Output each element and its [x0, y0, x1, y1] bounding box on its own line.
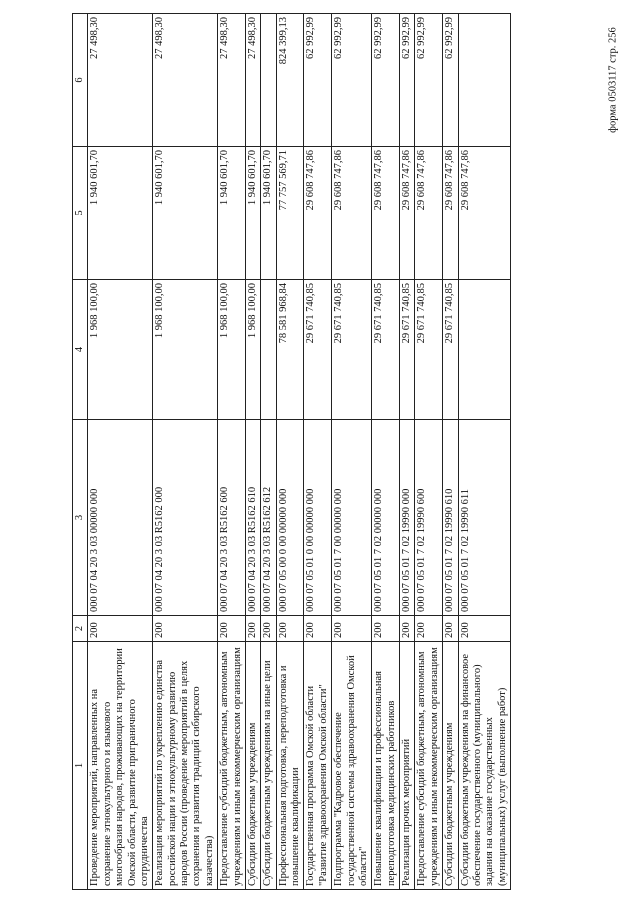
budget-code-cell: 000 07 05 01 7 02 19990 610: [443, 420, 458, 616]
unexecuted-amount-cell: 27 498,30: [218, 14, 246, 147]
budget-code-cell: 000 07 04 20 3 03 R5162 612: [261, 420, 276, 616]
line-code-cell: 200: [261, 616, 276, 642]
budget-execution-table: [72, 13, 511, 890]
row-name-cell: Субсидии бюджетным учреждениям на иные цели: [261, 642, 276, 890]
executed-amount-cell: 29 608 747,86: [400, 147, 415, 280]
executed-amount-cell: 29 608 747,86: [332, 147, 372, 280]
table-row: [332, 14, 372, 890]
table-row: [372, 14, 400, 890]
budget-code-cell: 000 07 05 01 7 02 19990 000: [400, 420, 415, 616]
row-name-cell: Субсидии бюджетным учреждениям: [443, 642, 458, 890]
unexecuted-amount-cell: 62 992,99: [400, 14, 415, 147]
column-header: 4: [73, 280, 88, 420]
table-row: [88, 14, 153, 890]
row-name-cell: Государственная программа Омской области "Развитие здравоохранения Омской области": [304, 642, 332, 890]
table-row: [261, 14, 276, 890]
table-row: [218, 14, 246, 890]
line-code-cell: 200: [443, 616, 458, 642]
unexecuted-amount-cell: [458, 14, 511, 147]
approved-amount-cell: 29 671 740,85: [372, 280, 400, 420]
approved-amount-cell: 29 671 740,85: [443, 280, 458, 420]
row-name-cell: Профессиональная подготовка, переподготовка и повышение квалификации: [276, 642, 304, 890]
unexecuted-amount-cell: 62 992,99: [304, 14, 332, 147]
column-header: 6: [73, 14, 88, 147]
approved-amount-cell: 1 968 100,00: [153, 280, 218, 420]
executed-amount-cell: 1 940 601,70: [245, 147, 260, 280]
budget-code-cell: 000 07 05 00 0 00 00000 000: [276, 420, 304, 616]
column-number-row: [73, 14, 88, 890]
executed-amount-cell: 29 608 747,86: [304, 147, 332, 280]
table-row: [153, 14, 218, 890]
column-header: 2: [73, 616, 88, 642]
column-header: 1: [73, 642, 88, 890]
table-row: [443, 14, 458, 890]
executed-amount-cell: 29 608 747,86: [458, 147, 511, 280]
row-name-cell: Субсидии бюджетным учреждениям: [245, 642, 260, 890]
line-code-cell: 200: [400, 616, 415, 642]
row-name-cell: Субсидии бюджетным учреждениям на финансовое обеспечение государственного (муниципального) задания на оказание государственных (муниципальных) услуг (выполнение работ): [458, 642, 511, 890]
approved-amount-cell: [261, 280, 276, 420]
row-name-cell: Проведение мероприятий, направленных на сохранение этнокультурного и языкового многообразия народов, проживающих на территории Омской области, развитие приграничного сотрудничества: [88, 642, 153, 890]
budget-code-cell: 000 07 05 01 7 00 00000 000: [332, 420, 372, 616]
line-code-cell: 200: [276, 616, 304, 642]
line-code-cell: 200: [88, 616, 153, 642]
unexecuted-amount-cell: 62 992,99: [443, 14, 458, 147]
unexecuted-amount-cell: 62 992,99: [372, 14, 400, 147]
budget-code-cell: 000 07 04 20 3 03 R5162 000: [153, 420, 218, 616]
rotated-sheet: [72, 14, 607, 890]
budget-code-cell: 000 07 05 01 7 02 00000 000: [372, 420, 400, 616]
row-name-cell: Повышение квалификации и профессиональная переподготовка медицинских работников: [372, 642, 400, 890]
executed-amount-cell: 29 608 747,86: [415, 147, 443, 280]
approved-amount-cell: [458, 280, 511, 420]
line-code-cell: 200: [245, 616, 260, 642]
budget-code-cell: 000 07 04 20 3 03 R5162 600: [218, 420, 246, 616]
table-row: [415, 14, 443, 890]
table-row: [276, 14, 304, 890]
row-name-cell: Подпрограмма "Кадровое обеспечение государственной системы здравоохранения Омской области": [332, 642, 372, 890]
approved-amount-cell: 1 968 100,00: [218, 280, 246, 420]
approved-amount-cell: 29 671 740,85: [400, 280, 415, 420]
table-row: [400, 14, 415, 890]
table-row: [458, 14, 511, 890]
unexecuted-amount-cell: 27 498,30: [88, 14, 153, 147]
approved-amount-cell: 78 581 968,84: [276, 280, 304, 420]
approved-amount-cell: 1 968 100,00: [88, 280, 153, 420]
row-name-cell: Реализация мероприятий по укреплению единства российской нации и этнокультурному развитию народов России (проведение мероприятий в целях сохранения и развития традиций сибирского казачества): [153, 642, 218, 890]
line-code-cell: 200: [332, 616, 372, 642]
executed-amount-cell: 29 608 747,86: [372, 147, 400, 280]
executed-amount-cell: 1 940 601,70: [153, 147, 218, 280]
unexecuted-amount-cell: 824 399,13: [276, 14, 304, 147]
row-name-cell: Предоставление субсидий бюджетным, автономным учреждениям и иным некоммерческим организациям: [218, 642, 246, 890]
budget-code-cell: 000 07 05 01 7 02 19990 600: [415, 420, 443, 616]
column-header: 5: [73, 147, 88, 280]
executed-amount-cell: 29 608 747,86: [443, 147, 458, 280]
table-row: [245, 14, 260, 890]
line-code-cell: 200: [218, 616, 246, 642]
form-number-label: [606, 0, 620, 160]
report-page: [72, 14, 607, 890]
unexecuted-amount-cell: [261, 14, 276, 147]
unexecuted-amount-cell: 27 498,30: [245, 14, 260, 147]
executed-amount-cell: 77 757 569,71: [276, 147, 304, 280]
row-name-cell: Реализация прочих мероприятий: [400, 642, 415, 890]
line-code-cell: 200: [304, 616, 332, 642]
approved-amount-cell: 29 671 740,85: [304, 280, 332, 420]
executed-amount-cell: 1 940 601,70: [88, 147, 153, 280]
approved-amount-cell: 1 968 100,00: [245, 280, 260, 420]
unexecuted-amount-cell: 62 992,99: [415, 14, 443, 147]
executed-amount-cell: 1 940 601,70: [218, 147, 246, 280]
unexecuted-amount-cell: 62 992,99: [332, 14, 372, 147]
budget-code-cell: 000 07 05 01 7 02 19990 611: [458, 420, 511, 616]
budget-code-cell: 000 07 04 20 3 03 R5162 610: [245, 420, 260, 616]
budget-code-cell: 000 07 05 01 0 00 00000 000: [304, 420, 332, 616]
unexecuted-amount-cell: 27 498,30: [153, 14, 218, 147]
line-code-cell: 200: [372, 616, 400, 642]
row-name-cell: Предоставление субсидий бюджетным, автономным учреждениям и иным некоммерческим организациям: [415, 642, 443, 890]
line-code-cell: 200: [415, 616, 443, 642]
form-number-text: форма 0503117 стр. 256: [607, 27, 619, 133]
budget-code-cell: 000 07 04 20 3 03 00000 000: [88, 420, 153, 616]
table-row: [304, 14, 332, 890]
line-code-cell: 200: [458, 616, 511, 642]
approved-amount-cell: 29 671 740,85: [415, 280, 443, 420]
line-code-cell: 200: [153, 616, 218, 642]
column-header: 3: [73, 420, 88, 616]
executed-amount-cell: 1 940 601,70: [261, 147, 276, 280]
approved-amount-cell: 29 671 740,85: [332, 280, 372, 420]
